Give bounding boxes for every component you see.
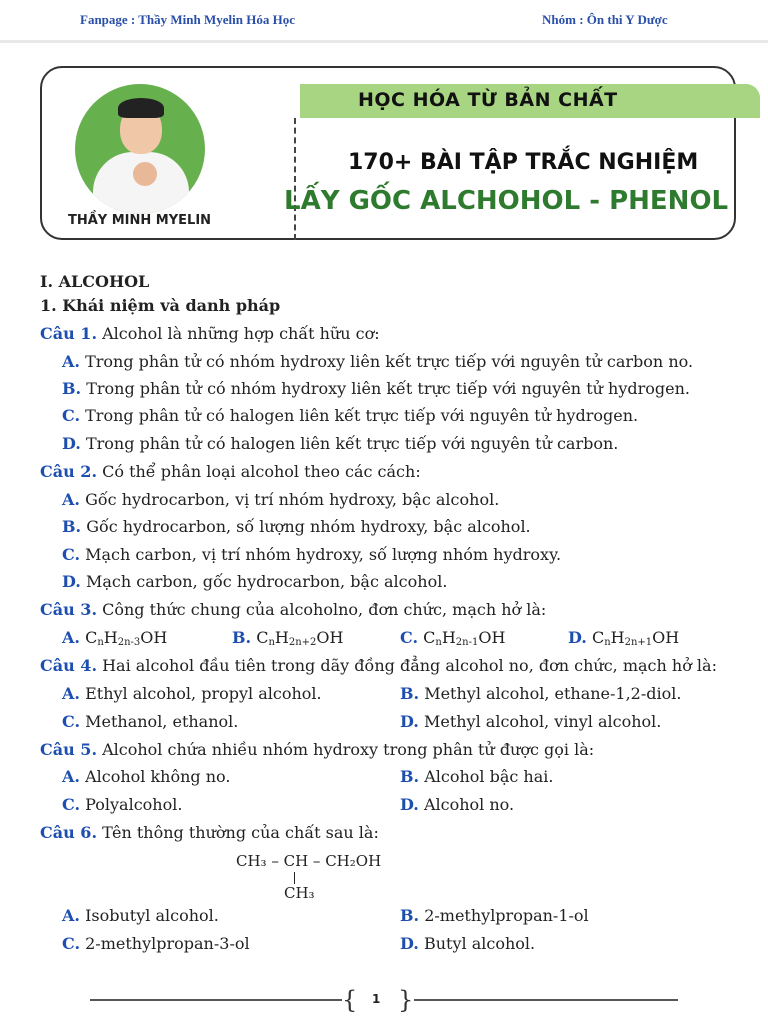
q2-option-a[interactable]: A. Gốc hydrocarbon, vị trí nhóm hydroxy, bậc alcohol. [62,490,500,509]
q1-option-d[interactable]: D. Trong phân tử có halogen liên kết trực tiếp với nguyên tử carbon. [62,434,619,453]
q5-option-b[interactable]: B. Alcohol bậc hai. [400,767,554,786]
fanpage-label: Fanpage : Thầy Minh Myelin Hóa Học [80,12,295,27]
question-4: Câu 4. Hai alcohol đầu tiên trong dãy đồng đẳng alcohol no, đơn chức, mạch hở là: [40,656,717,675]
banner-title-1: 170+ BÀI TẬP TRẮC NGHIỆM [348,150,699,175]
q1-option-b[interactable]: B. Trong phân tử có nhóm hydroxy liên kết trực tiếp với nguyên tử hydrogen. [62,379,690,398]
page-number: 1 [372,992,381,1006]
q4-option-b[interactable]: B. Methyl alcohol, ethane-1,2-diol. [400,684,682,703]
header-divider [0,40,768,43]
q3-option-d[interactable]: D. $C_nH_{2n+1}OH$ [568,628,680,648]
q1-option-c[interactable]: C. Trong phân tử có halogen liên kết trực tiếp với nguyên tử hydrogen. [62,406,639,425]
q6-option-c[interactable]: C. 2-methylpropan-3-ol [62,934,250,953]
q5-option-d[interactable]: D. Alcohol no. [400,795,515,814]
banner-divider [294,118,741,240]
q2-option-d[interactable]: D. Mạch carbon, gốc hydrocarbon, bậc alcohol. [62,572,448,591]
q5-option-c[interactable]: C. Polyalcohol. [62,795,183,814]
q6-option-d[interactable]: D. Butyl alcohol. [400,934,536,953]
title-banner [40,66,736,240]
q4-option-c[interactable]: C. Methanol, ethanol. [62,712,239,731]
q1-option-a[interactable]: A. Trong phân tử có nhóm hydroxy liên kết trực tiếp với nguyên tử carbon no. [62,352,694,371]
subsection-heading: 1. Khái niệm và danh pháp [40,296,281,315]
banner-tag: HỌC HÓA TỪ BẢN CHẤT [300,84,760,118]
q4-option-d[interactable]: D. Methyl alcohol, vinyl alcohol. [400,712,662,731]
q5-option-a[interactable]: A. Alcohol không no. [62,767,231,786]
page-footer: { 1 } [90,986,678,1016]
question-1: Câu 1. Alcohol là những hợp chất hữu cơ: [40,324,380,343]
q6-option-a[interactable]: A. Isobutyl alcohol. [62,906,219,925]
q3-option-c[interactable]: C. $C_nH_{2n-1}OH$ [400,628,506,648]
q2-option-c[interactable]: C. Mạch carbon, vị trí nhóm hydroxy, số lượng nhóm hydroxy. [62,545,562,564]
question-2: Câu 2. Có thể phân loại alcohol theo các cách: [40,462,421,481]
q2-option-b[interactable]: B. Gốc hydrocarbon, số lượng nhóm hydroxy, bậc alcohol. [62,517,531,536]
banner-title-2: LẤY GỐC ALCHOHOL - PHENOL [284,186,729,216]
section-heading: I. ALCOHOL [40,272,150,291]
q6-option-b[interactable]: B. 2-methylpropan-1-ol [400,906,589,925]
page-header [0,0,768,40]
q3-option-b[interactable]: B. $C_nH_{2n+2}OH$ [232,628,344,648]
question-5: Câu 5. Alcohol chứa nhiều nhóm hydroxy trong phân tử được gọi là: [40,740,595,759]
teacher-name: THẦY MINH MYELIN [68,213,212,228]
question-3: Câu 3. Công thức chung của alcoholno, đơn chức, mạch hở là: [40,600,547,619]
group-label: Nhóm : Ôn thi Y Dược [542,12,668,27]
q3-option-a[interactable]: A. $C_nH_{2n-3}OH$ [62,628,168,648]
q4-option-a[interactable]: A. Ethyl alcohol, propyl alcohol. [62,684,322,703]
question-6: Câu 6. Tên thông thường của chất sau là: [40,823,379,842]
teacher-avatar [75,84,205,214]
